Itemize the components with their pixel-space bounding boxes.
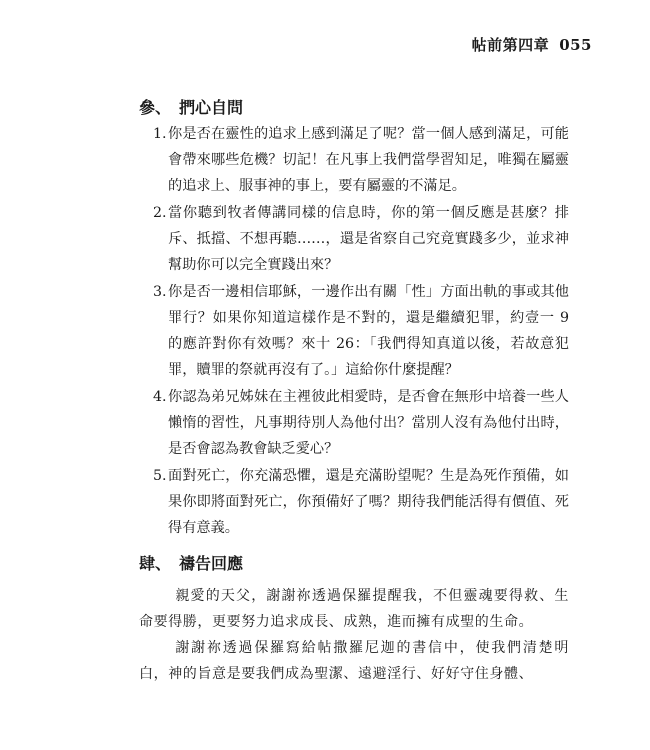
question-text: 你是否一邊相信耶穌，一邊作出有關「性」方面出軌的事或其他罪行？如果你知道這樣作是不對的，還是繼續犯罪，約壹一 9 的應許對你有效嗎？來十 26：「我們得知真道以後，若故意犯罪，贖罪的祭就再沒有了。」這給你什麼提醒？ [168,284,569,378]
question-item [139,384,569,462]
question-text: 你認為弟兄姊妹在主裡彼此相愛時，是否會在無形中培養一些人懶惰的習性，凡事期待別人為他付出？當別人沒有為他付出時，是否會認為教會缺乏愛心？ [168,389,569,457]
page-number: 055 [559,36,592,54]
section-title: 捫心自問 [179,98,244,117]
section-heading [139,95,569,121]
prayer-paragraph: 謝謝祢透過保羅寫給帖撒羅尼迦的書信中，使我們清楚明白，神的旨意是要我們成為聖潔、遠避淫行、好好守住身體、 [139,640,569,682]
section-reflection [139,95,569,541]
section-heading [139,551,569,577]
question-number: 3. [153,284,167,300]
section-number: 肆、 [139,554,172,573]
question-item [139,279,569,383]
section-prayer [139,551,569,687]
running-head [472,34,592,55]
question-number: 5. [153,468,167,484]
question-text: 面對死亡，你充滿恐懼，還是充滿盼望呢？生是為死作預備，如果你即將面對死亡，你預備好了嗎？期待我們能活得有價值、死得有意義。 [168,468,569,536]
question-item [139,121,569,199]
question-number: 4. [153,389,167,405]
question-list [139,121,569,541]
question-item [139,200,569,278]
prayer-body [139,583,569,687]
question-number: 2. [153,205,167,221]
section-title: 禱告回應 [179,554,244,573]
question-text: 你是否在靈性的追求上感到滿足了呢？當一個人感到滿足，可能會帶來哪些危機？切記！在凡事上我們當學習知足，唯獨在屬靈的追求上、服事神的事上，要有屬靈的不滿足。 [168,126,569,194]
prayer-paragraph: 親愛的天父，謝謝祢透過保羅提醒我，不但靈魂要得救、生命要得勝，更要努力追求成長、成熟，進而擁有成聖的生命。 [139,588,569,630]
question-number: 1. [153,126,167,142]
question-text: 當你聽到牧者傳講同樣的信息時，你的第一個反應是甚麼？排斥、抵擋、不想再聽……，還是省察自己究竟實踐多少，並求神幫助你可以完全實踐出來？ [168,205,569,273]
question-item [139,463,569,541]
section-number: 參、 [139,98,172,117]
chapter-title: 帖前第四章 [471,36,550,54]
